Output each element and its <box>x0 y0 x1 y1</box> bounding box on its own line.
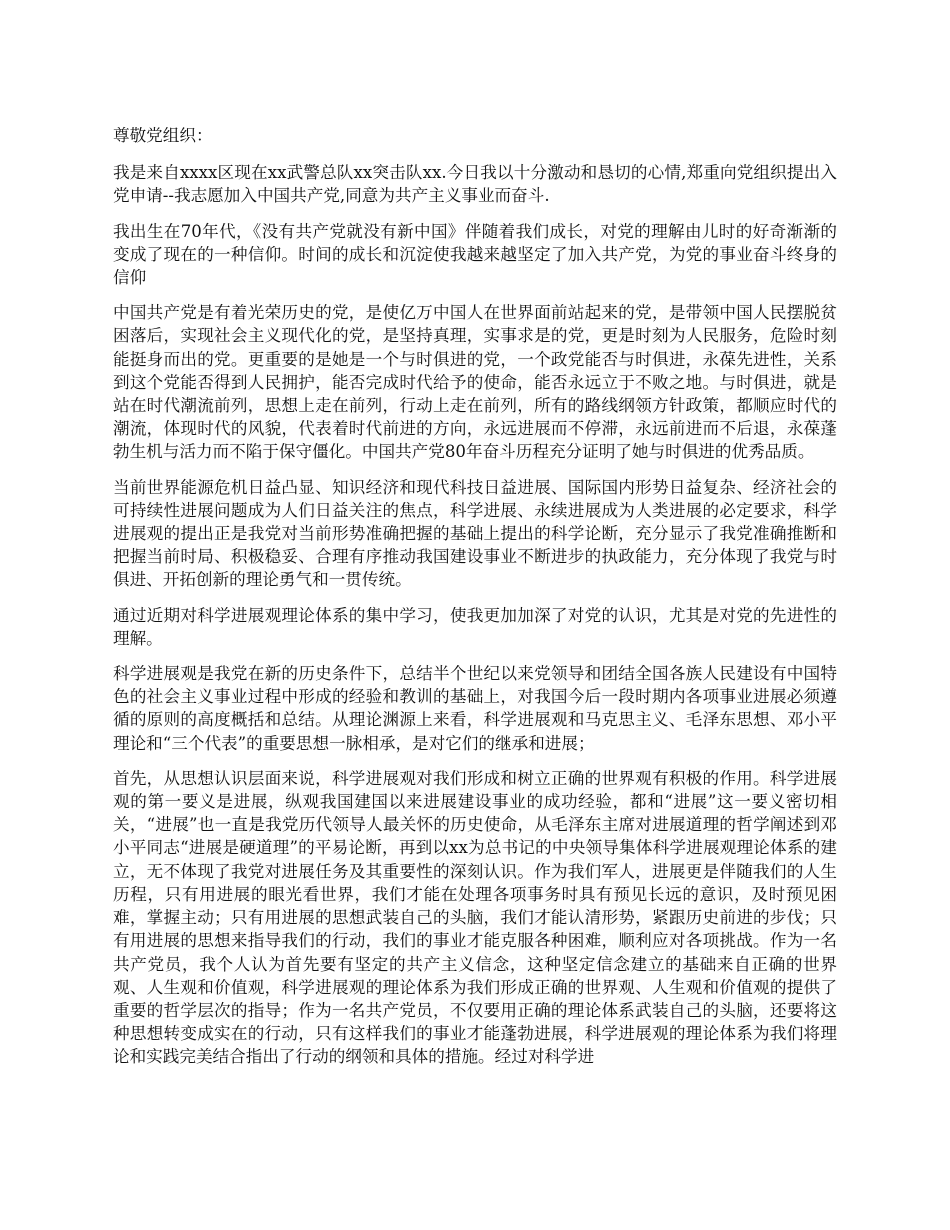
paragraph-party-history: 中国共产党是有着光荣历史的党，是使亿万中国人在世界面前站起来的党，是带领中国人民摆脱贫困落后，实现社会主义现代化的党，是坚持真理，实事求是的党，更是时刻为人民服务，危险时刻能挺身而出的党。更重要的是她是一个与时俱进的党，一个政党能否与时俱进，永葆先进性，关系到这个党能否得到人民拥护，能否完成时代给予的使命，能否永远立于不败之地。与时俱进，就是站在时代潮流前列，思想上走在前列，行动上走在前列，所有的路线纲领方针政策，都顺应时代的潮流，体现时代的风貌，代表着时代前进的方向，永远进展而不停滞，永远前进而不后退，永葆蓬勃生机与活力而不陷于保守僵化。中国共产党80年奋斗历程充分证明了她与时俱进的优秀品质。 <box>113 303 837 462</box>
paragraph-intro: 我是来自xxxx区现在xx武警总队xx突击队xx.今日我以十分激动和恳切的心情,郑重向党组织提出入党申请--我志愿加入中国共产党,同意为共产主义事业而奋斗. <box>113 163 837 206</box>
salutation: 尊敬党组织： <box>113 126 213 145</box>
paragraph-upbringing: 我出生在70年代，《没有共产党就没有新中国》伴随着我们成长，对党的理解由儿时的好奇渐渐的变成了现在的一种信仰。时间的成长和沉淀使我越来越坚定了加入共产党，为党的事业奋斗终身的信仰 <box>113 221 837 288</box>
document-body <box>113 124 837 1081</box>
paragraph-first-point: 首先，从思想认识层面来说，科学进展观对我们形成和树立正确的世界观有积极的作用。科学进展观的第一要义是进展，纵观我国建国以来进展建设事业的成功经验，都和“进展”这一要义密切相关，“进展”也一直是我党历代领导人最关怀的历史使命，从毛泽东主席对进展道理的哲学阐述到邓小平同志“进展是硬道理”的平易论断，再到以xx为总书记的中央领导集体科学进展观理论体系的建立，无不体现了我党对进展任务及其重要性的深刻认识。作为我们军人，进展更是伴随我们的人生历程，只有用进展的眼光看世界，我们才能在处理各项事务时具有预见长远的意识，及时预见困难，掌握主动；只有用进展的思想武装自己的头脑，我们才能认清形势，紧跟历史前进的步伐；只有用进展的思想来指导我们的行动，我们的事业才能克服各种困难，顺利应对各项挑战。作为一名共产党员，我个人认为首先要有坚定的共产主义信念，这种坚定信念建立的基础来自正确的世界观、人生观和价值观，科学进展观的理论体系为我们形成正确的世界观、人生观和价值观的提供了重要的哲学层次的指导；作为一名共产党员，不仅要用正确的理论体系武装自己的头脑，还要将这种思想转变成实在的行动，只有这样我们的事业才能蓬勃进展，科学进展观的理论体系为我们将理论和实践完美结合指出了行动的纲领和具体的措施。经过对科学进 <box>113 768 837 1067</box>
paragraph-world-situation: 当前世界能源危机日益凸显、知识经济和现代科技日益进展、国际国内形势日益复杂、经济社会的可持续性进展问题成为人们日益关注的焦点，科学进展、永续进展成为人类进展的必定要求，科学进展观的提出正是我党对当前形势准确把握的基础上提出的科学论断，充分显示了我党准确推断和把握当前时局、积极稳妥、合理有序推动我国建设事业不断进步的执政能力，充分体现了我党与时俱进、开拓创新的理论勇气和一贯传统。 <box>113 477 837 590</box>
paragraph-study: 通过近期对科学进展观理论体系的集中学习，使我更加加深了对党的认识，尤其是对党的先进性的理解。 <box>113 605 837 648</box>
paragraph-scientific-development: 科学进展观是我党在新的历史条件下，总结半个世纪以来党领导和团结全国各族人民建设有中国特色的社会主义事业过程中形成的经验和教训的基础上，对我国今后一段时期内各项事业进展必须遵循的原则的高度概括和总结。从理论渊源上来看，科学进展观和马克思主义、毛泽东思想、邓小平理论和“三个代表”的重要思想一脉相承，是对它们的继承和进展； <box>113 664 837 753</box>
